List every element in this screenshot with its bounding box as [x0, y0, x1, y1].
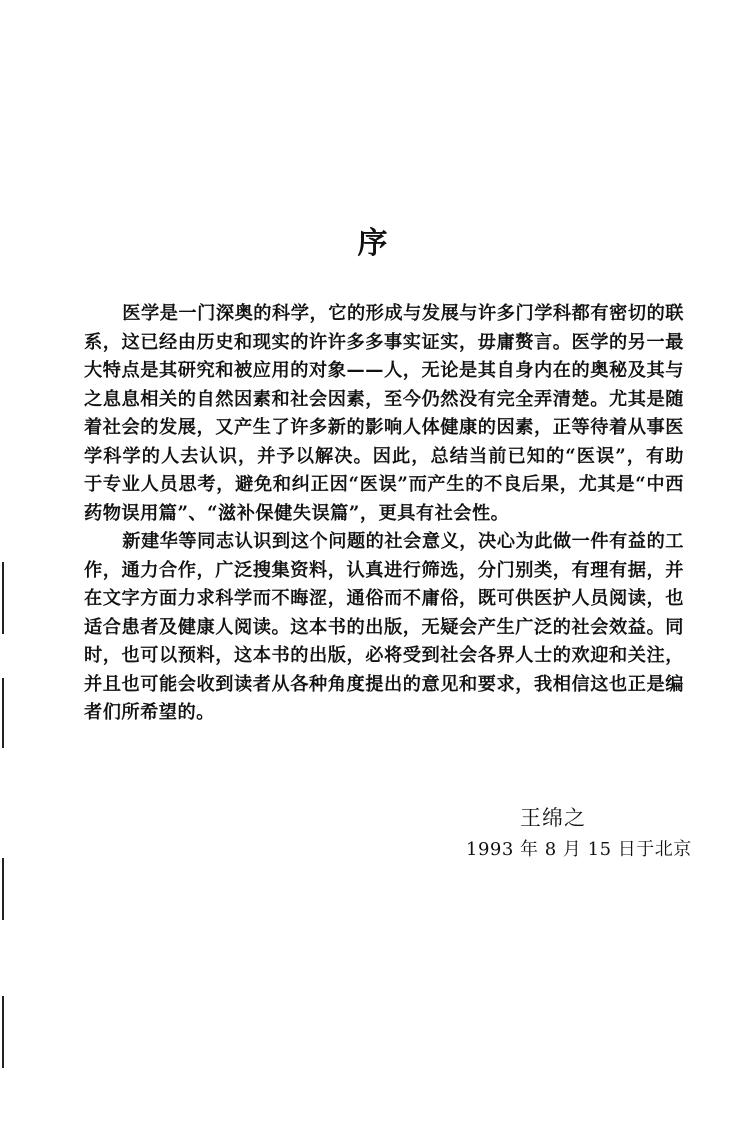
signature-date: 1993 年 8 月 15 日于北京 — [466, 839, 692, 860]
scan-edge-mark — [2, 678, 4, 748]
paragraph-1: 医学是一门深奥的科学，它的形成与发展与许多门学科都有密切的联系，这已经由历史和现实的许许多多事实证实，毋庸赘言。医学的另一最大特点是其研究和被应用的对象——人，无论是其自身内在的奥秘及其与之息息相关的自然因素和社会因素，至今仍然没有完全弄清楚。尤其是随着社会的发展，又产生了许多新的影响人体健康的因素，正等待着从事医学科学的人去认识，并予以解决。因此，总结当前已知的“医误”，有助于专业人员思考，避免和纠正因“医误”而产生的不良后果，尤其是“中西药物误用篇”、“滋补保健失误篇”，更具有社会性。 — [84, 303, 684, 524]
scan-edge-mark — [2, 996, 4, 1068]
author-signature: 王绵之 — [520, 806, 586, 830]
scan-edge-mark — [2, 562, 4, 634]
preface-body — [84, 300, 684, 728]
page-title: 序 — [357, 226, 390, 261]
scan-edge-mark — [2, 858, 4, 920]
paragraph-2: 新建华等同志认识到这个问题的社会意义，决心为此做一件有益的工作，通力合作，广泛搜集资料，认真进行筛选，分门别类，有理有据，并在文字方面力求科学而不晦涩，通俗而不庸俗，既可供医护人员阅读，也适合患者及健康人阅读。这本书的出版，无疑会产生广泛的社会效益。同时，也可以预料，这本书的出版，必将受到社会各界人士的欢迎和关注，并且也可能会收到读者从各种角度提出的意见和要求，我相信这也正是编者们所希望的。 — [84, 531, 684, 723]
